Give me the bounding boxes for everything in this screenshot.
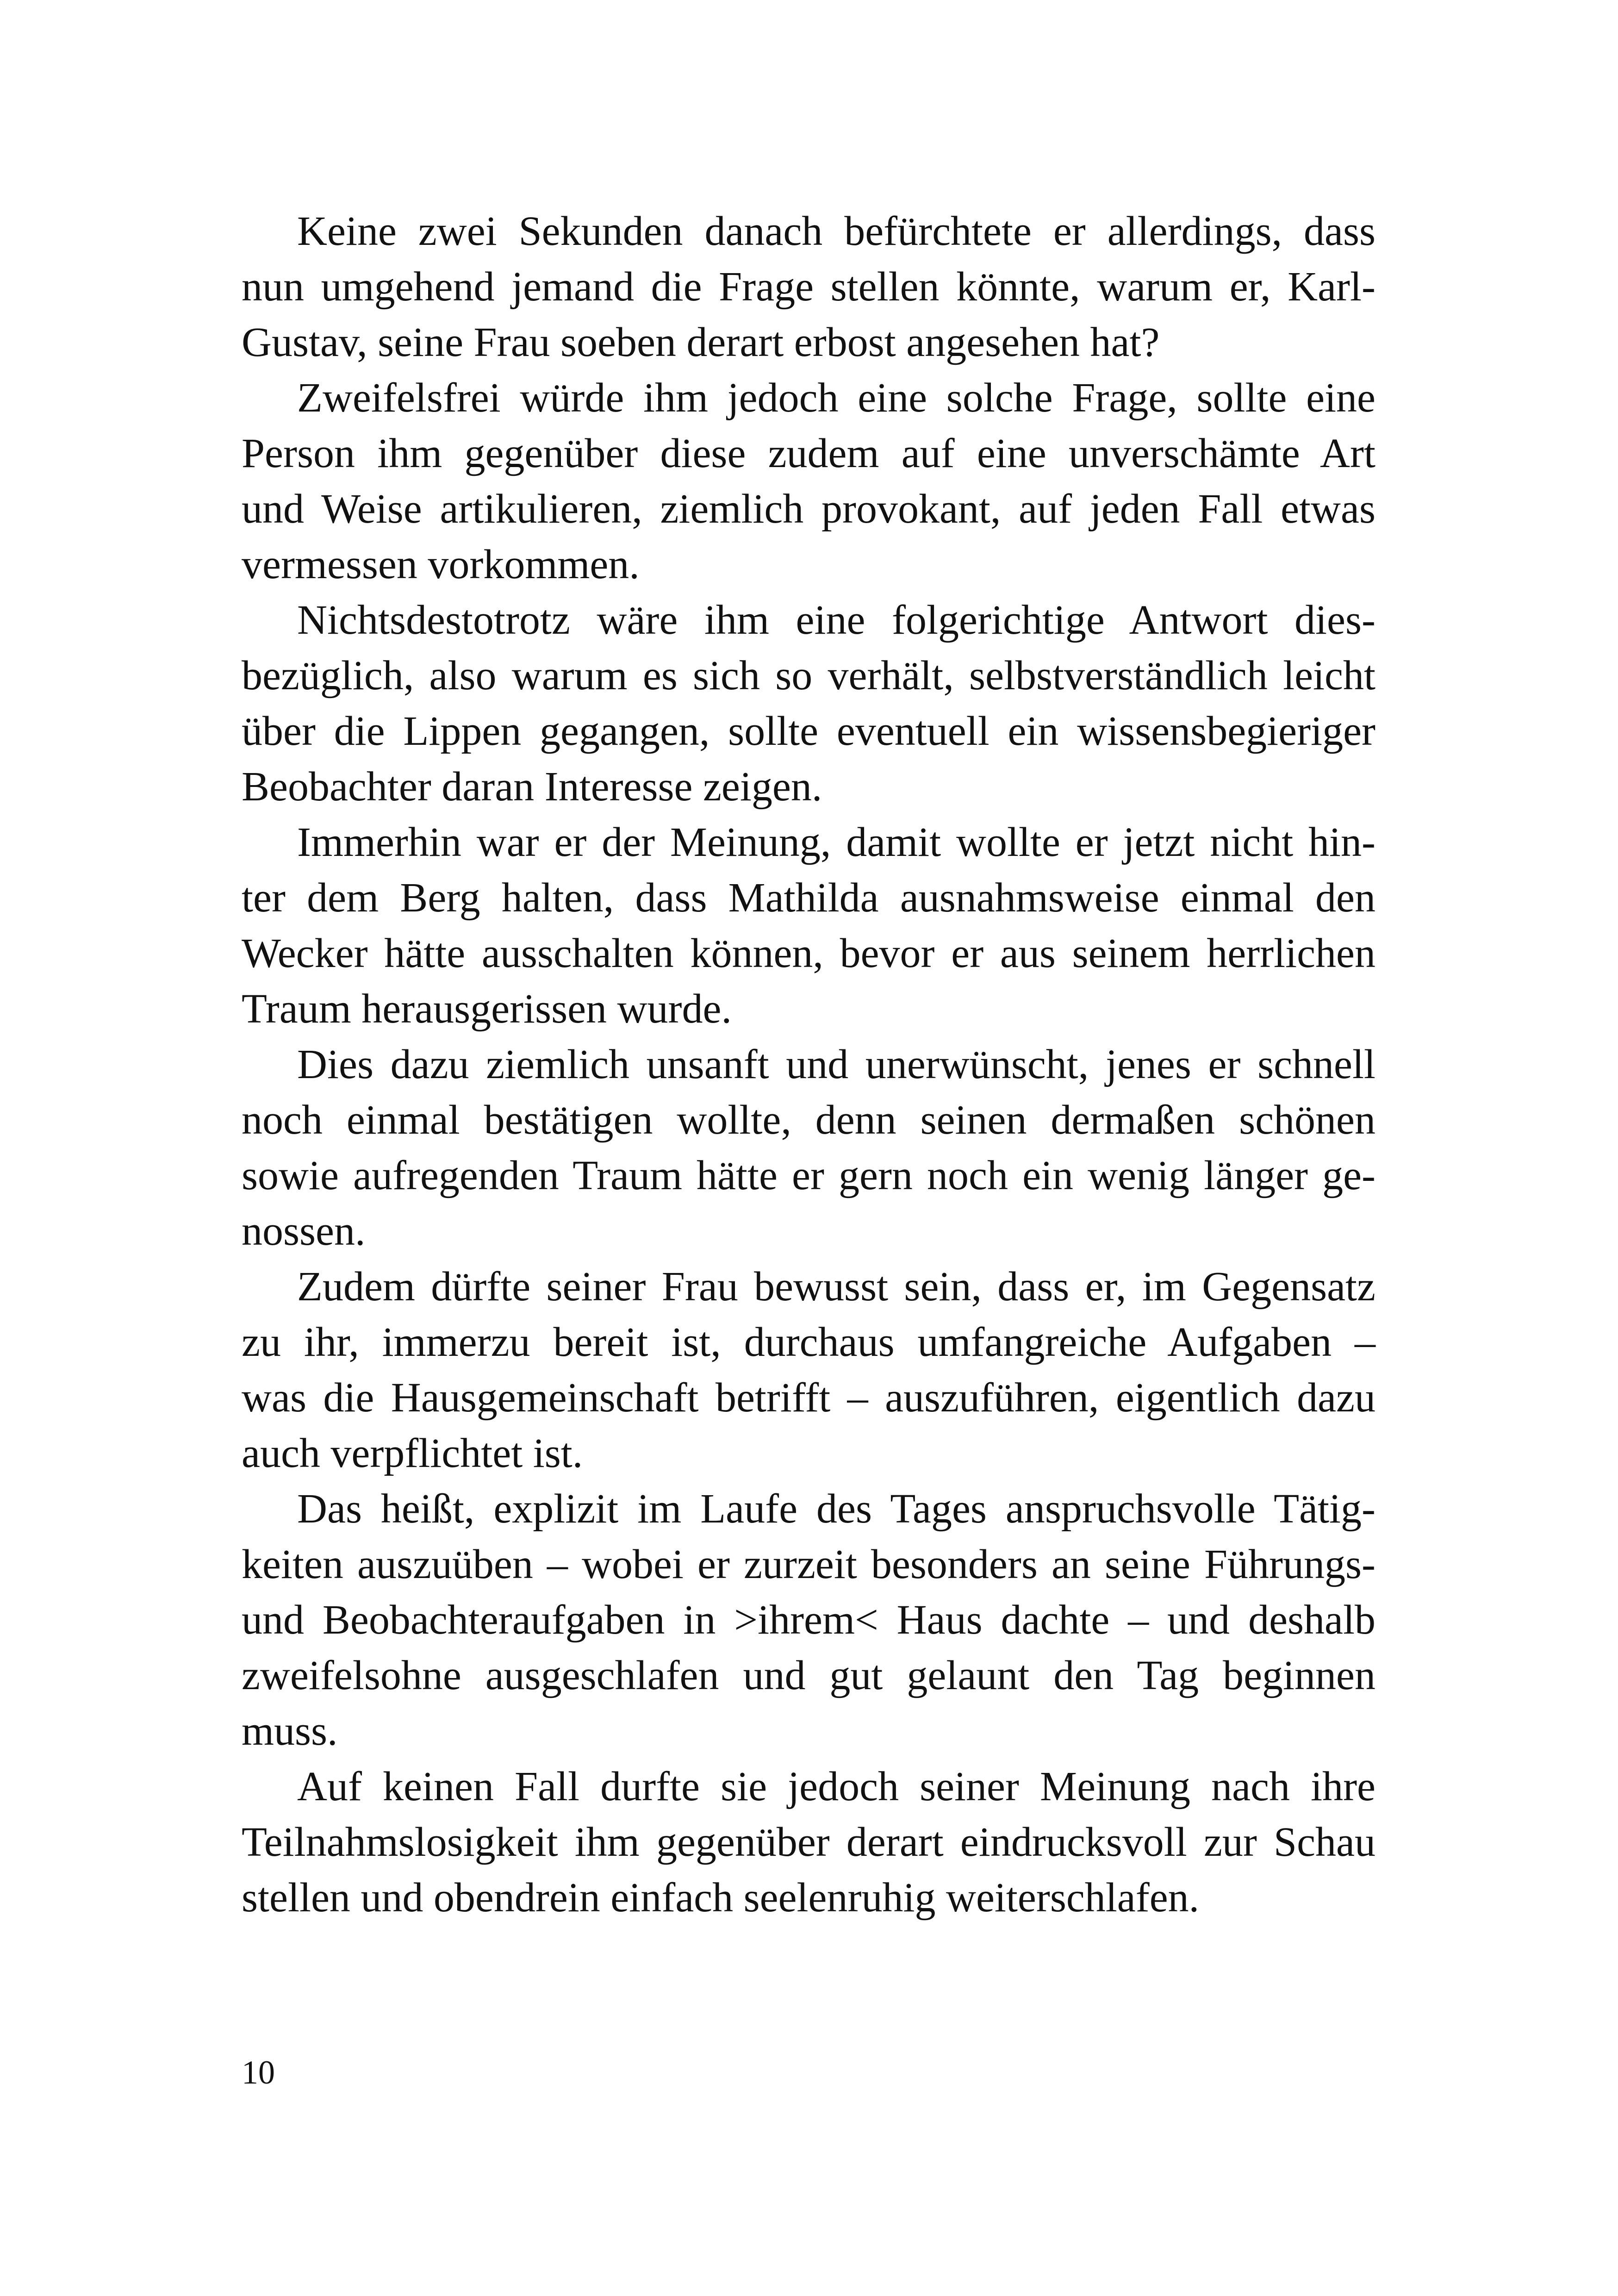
text-line: Zudem dürfte seiner Frau bewusst sein, dass er, im Gegensatz [297,1264,1375,1310]
paragraph-5 [242,1037,1375,1259]
text-line: Auf keinen Fall durfte sie jedoch seiner Meinung nach ihre [297,1764,1375,1809]
text-line: stellen und obendrein einfach seelenruhig weiterschlafen. [242,1875,1200,1921]
text-line: Nichtsdestotrotz wäre ihm eine folgerichtige Antwort dies- [297,597,1375,643]
text-line: ter dem Berg halten, dass Mathilda ausnahmsweise einmal den [242,875,1375,921]
text-line: was die Hausgemeinschaft betrifft – auszuführen, eigentlich dazu [242,1375,1375,1421]
text-line: zweifelsohne ausgeschlafen und gut gelaunt den Tag beginnen [242,1653,1375,1698]
text-line: Beobachter daran Interesse zeigen. [242,764,822,810]
text-line: bezüglich, also warum es sich so verhält, selbstverständlich leicht [242,653,1375,699]
text-line: auch verpflichtet ist. [242,1430,583,1476]
text-line: Keine zwei Sekunden danach befürchtete er allerdings, dass [297,208,1375,254]
paragraph-4 [242,815,1375,1037]
text-line: zu ihr, immerzu bereit ist, durchaus umfangreiche Aufgaben – [242,1319,1375,1365]
paragraph-6 [242,1259,1375,1481]
text-line: Traum herausgerissen wurde. [242,986,732,1032]
body-text [242,204,1375,1926]
text-line: Wecker hätte ausschalten können, bevor er aus seinem herrlichen [242,930,1375,976]
text-line: muss. [242,1708,338,1754]
text-line: nossen. [242,1208,366,1254]
paragraph-3 [242,593,1375,815]
text-line: Zweifelsfrei würde ihm jedoch eine solche Frage, sollte eine [297,375,1375,421]
paragraph-8 [242,1759,1375,1926]
text-line: über die Lippen gegangen, sollte eventuell ein wissensbegieriger [242,708,1375,754]
text-line: noch einmal bestätigen wollte, denn seinen dermaßen schönen [242,1097,1375,1143]
text-line: sowie aufregenden Traum hätte er gern noch ein wenig länger ge- [242,1153,1375,1198]
text-line: vermessen vorkommen. [242,542,640,587]
text-line: Immerhin war er der Meinung, damit wollte er jetzt nicht hin- [297,819,1375,865]
page-number: 10 [242,2054,275,2091]
text-line: Das heißt, explizit im Laufe des Tages anspruchsvolle Tätig- [297,1486,1375,1532]
text-line: Dies dazu ziemlich unsanft und unerwünscht, jenes er schnell [297,1042,1375,1087]
text-line: und Weise artikulieren, ziemlich provokant, auf jeden Fall etwas [242,486,1375,532]
text-line: Person ihm gegenüber diese zudem auf eine unverschämte Art [242,430,1375,476]
text-line: Teilnahmslosigkeit ihm gegenüber derart eindrucksvoll zur Schau [242,1819,1375,1865]
paragraph-7 [242,1481,1375,1759]
text-line: und Beobachteraufgaben in >ihrem< Haus dachte – und deshalb [242,1597,1375,1643]
text-line: nun umgehend jemand die Frage stellen könnte, warum er, Karl- [242,264,1375,310]
paragraph-1 [242,204,1375,370]
text-line: Gustav, seine Frau soeben derart erbost angesehen hat? [242,319,1160,365]
paragraph-2 [242,370,1375,593]
text-line: keiten auszuüben – wobei er zurzeit besonders an seine Führungs- [242,1541,1375,1587]
